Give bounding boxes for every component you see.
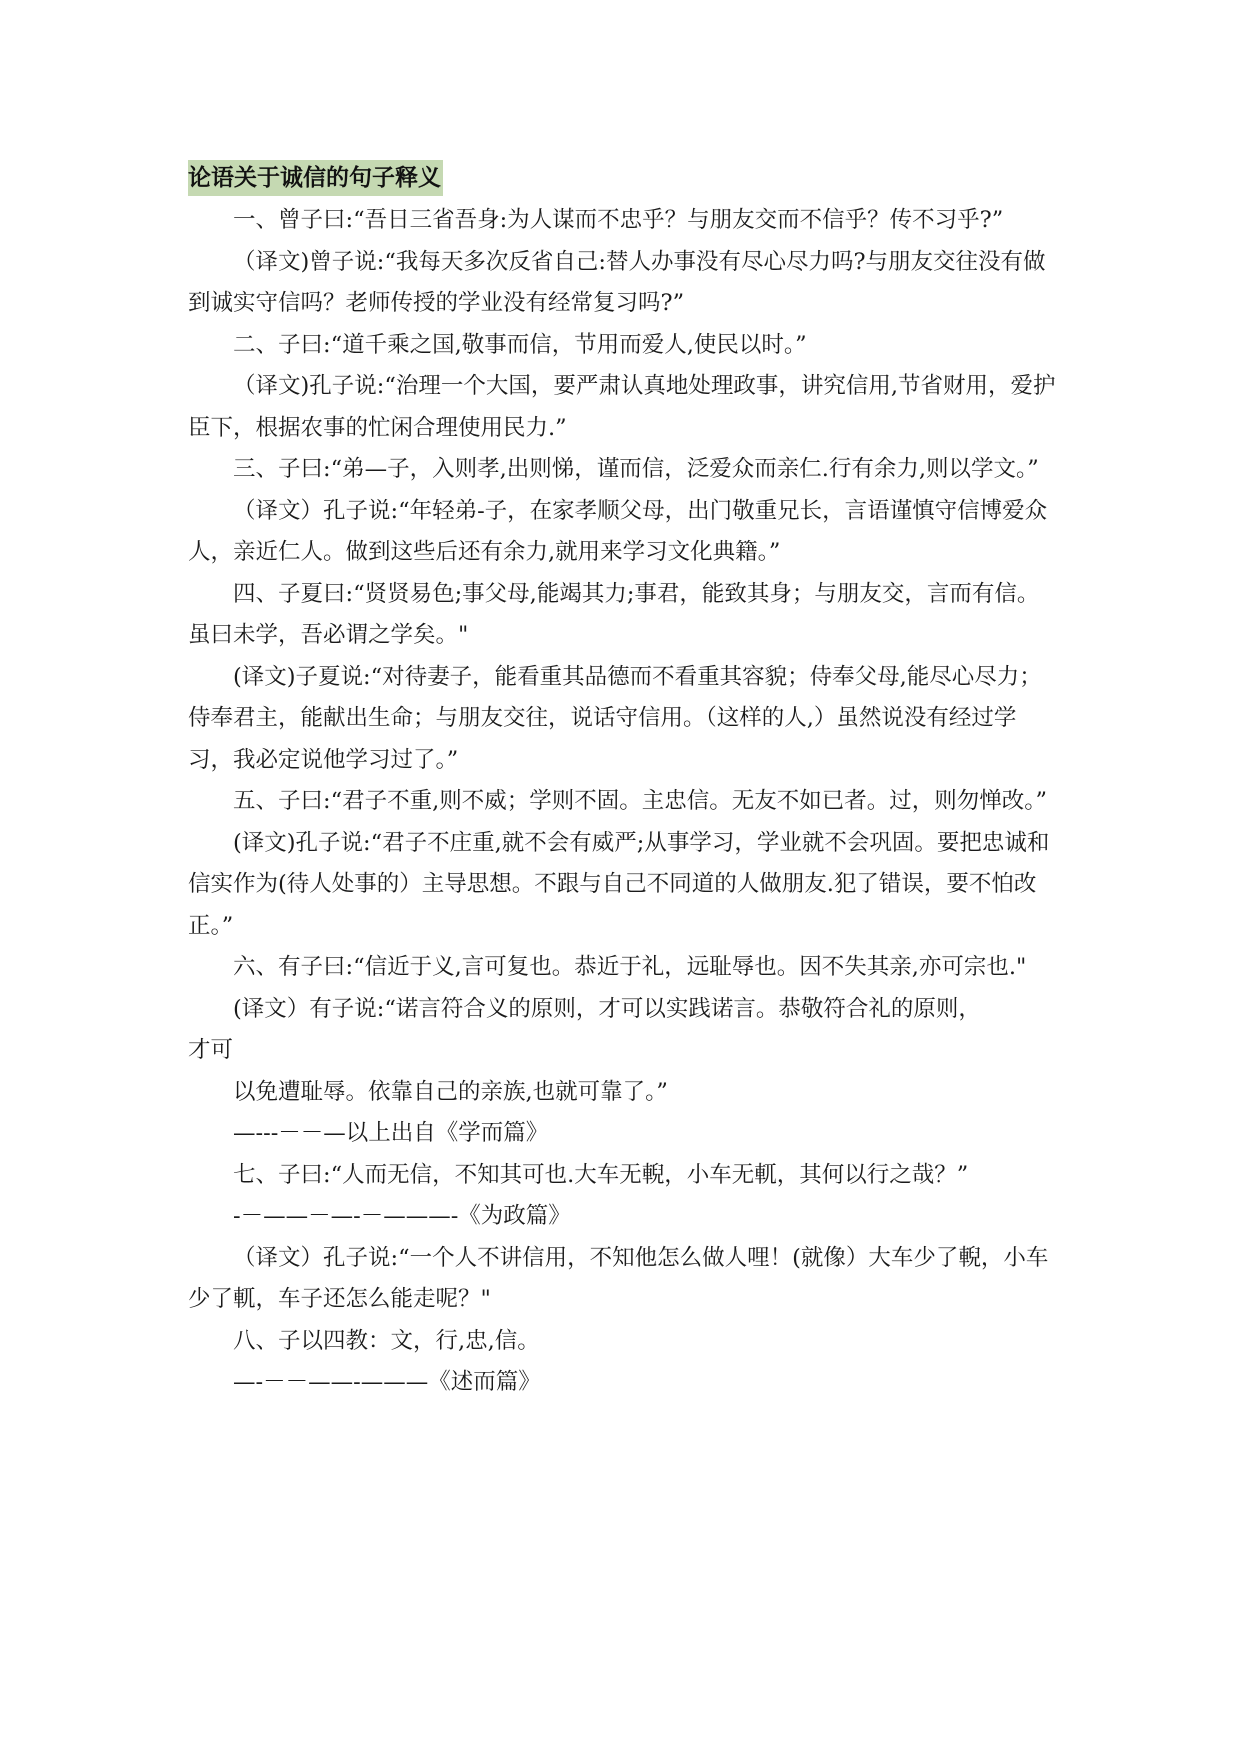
source-note-xueer: —---－－—以上出自《学而篇》 (233, 1120, 549, 1146)
paragraph-4-translation: (译文)子夏说:“对待妻子，能看重其品德而不看重其容貌；侍奉父母,能尽心尽力；侍奉君主，能献出生命；与朋友交往，说话守信用。（这样的人,）虽然说没有经过学习，我必定说他学习过了。” (188, 663, 1042, 773)
paragraph-7-original: 七、子曰:“人而无信，不知其可也.大车无輗，小车无軏，其何以行之哉？” (233, 1161, 969, 1188)
paragraph-6-translation: (译文）有子说:“诺言符合义的原则，才可以实践诺言。恭敬符合礼的原则， (233, 995, 981, 1022)
paragraph-4-original: 四、子夏曰:“贤贤易色;事父母,能竭其力;事君，能致其身；与朋友交，言而有信。虽曰未学，吾必谓之学矣。" (188, 580, 1040, 648)
paragraph-7-translation: （译文）孔子说:“一个人不讲信用，不知他怎么做人哩！(就像）大车少了輗，小车少了軏，车子还怎么能走呢？" (188, 1244, 1049, 1312)
document-title: 论语关于诚信的句子释义 (188, 160, 443, 196)
paragraph-3-translation: （译文）孔子说:“年轻弟-子，在家孝顺父母，出门敬重兄长，言语谨慎守信博爱众人，亲近仁人。做到这些后还有余力,就用来学习文化典籍。” (188, 497, 1048, 565)
source-note-weizheng: -－——－—-－———-《为政篇》 (233, 1203, 571, 1229)
source-note-shuer: —-－－——-———《述而篇》 (233, 1369, 541, 1395)
paragraph-2-original: 二、子曰:“道千乘之国,敬事而信，节用而爱人,使民以时。” (233, 331, 807, 358)
paragraph-1-translation: （译文)曾子说:“我每天多次反省自己:替人办事没有尽心尽力吗?与朋友交往没有做到诚实守信吗？老师传授的学业没有经常复习吗?” (188, 248, 1046, 316)
paragraph-1-original: 一、曾子曰:“吾日三省吾身:为人谋而不忠乎？与朋友交而不信乎？传不习乎?” (233, 207, 1004, 233)
paragraph-2-translation: （译文)孔子说:“治理一个大国，要严肃认真地处理政事，讲究信用,节省财用，爱护臣下，根据农事的忙闲合理使用民力.” (188, 373, 1056, 441)
document-body (188, 158, 1060, 1404)
paragraph-6-translation-cont: 才可 (188, 1037, 234, 1063)
paragraph-3-original: 三、子曰:“弟—子，入则孝,出则悌，谨而信，泛爱众而亲仁.行有余力,则以学文。” (233, 456, 1039, 482)
paragraph-8-original: 八、子以四教：文，行,忠,信。 (233, 1327, 540, 1354)
paragraph-6-original: 六、有子曰:“信近于义,言可复也。恭近于礼，远耻辱也。因不失其亲,亦可宗也." (233, 954, 1027, 980)
paragraph-6-translation-end: 以免遭耻辱。依靠自己的亲族,也就可靠了。” (233, 1078, 668, 1105)
paragraph-5-original: 五、子曰:“君子不重,则不威；学则不固。主忠信。无友不如已者。过，则勿惮改。” (233, 788, 1047, 814)
paragraph-5-translation: (译文)孔子说:“君子不庄重,就不会有威严;从事学习，学业就不会巩固。要把忠诚和信实作为(待人处事的）主导思想。不跟与自己不同道的人做朋友.犯了错误，要不怕改正。” (188, 829, 1050, 939)
